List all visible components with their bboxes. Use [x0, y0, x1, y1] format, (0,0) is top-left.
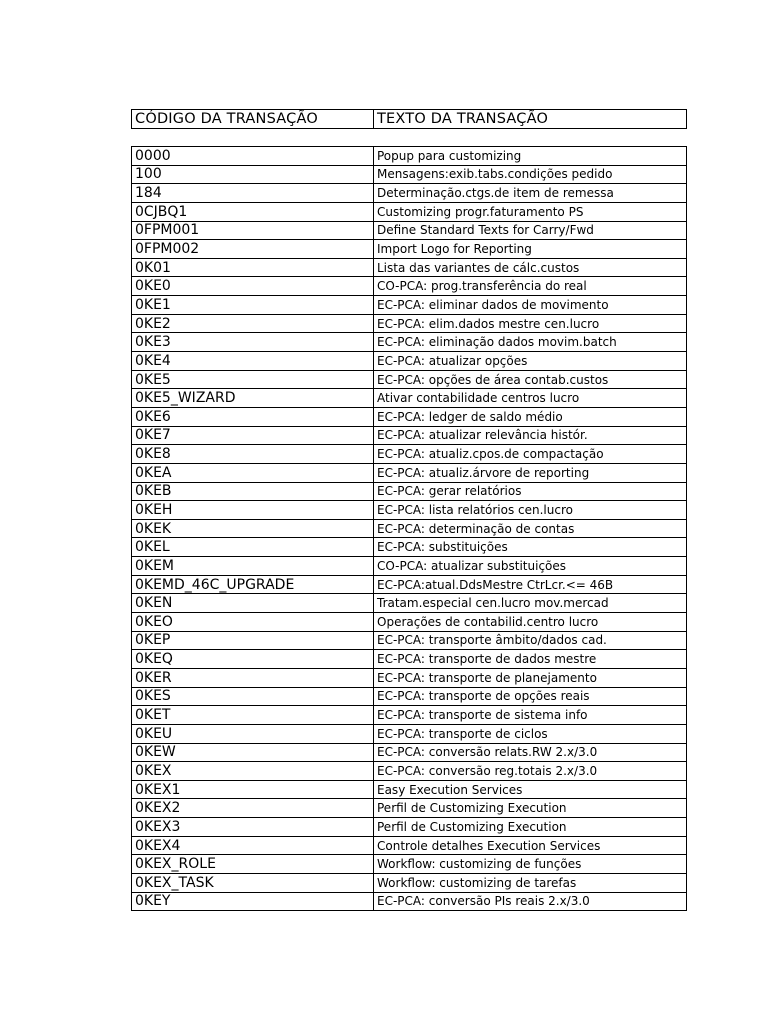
table-row	[132, 501, 687, 520]
header-table	[131, 109, 687, 129]
transaction-code: 0KE2	[132, 314, 374, 333]
transaction-code: 0KEO	[132, 613, 374, 632]
table-row	[132, 333, 687, 352]
transaction-code: 0KE8	[132, 445, 374, 464]
transaction-code: 0KEX1	[132, 780, 374, 799]
transaction-text: EC-PCA: eliminação dados movim.batch	[374, 333, 687, 352]
transaction-text: Determinação.ctgs.de item de remessa	[374, 184, 687, 203]
table-row	[132, 202, 687, 221]
transaction-text: Workflow: customizing de funções	[374, 855, 687, 874]
transaction-code: 0KEP	[132, 631, 374, 650]
table-row	[132, 873, 687, 892]
table-row	[132, 482, 687, 501]
transaction-code: 0KEX3	[132, 818, 374, 837]
table-row	[132, 818, 687, 837]
transaction-text: EC-PCA: transporte de dados mestre	[374, 650, 687, 669]
table-row	[132, 724, 687, 743]
transaction-code: 0KE3	[132, 333, 374, 352]
transaction-text: CO-PCA: atualizar substituições	[374, 557, 687, 576]
transaction-text: Perfil de Customizing Execution	[374, 818, 687, 837]
transaction-code: 0KEQ	[132, 650, 374, 669]
table-row	[132, 426, 687, 445]
transaction-text: EC-PCA: gerar relatórios	[374, 482, 687, 501]
table-row	[132, 277, 687, 296]
transaction-text: EC-PCA: elim.dados mestre cen.lucro	[374, 314, 687, 333]
table-row	[132, 352, 687, 371]
transaction-code: 0KEK	[132, 519, 374, 538]
table-row	[132, 799, 687, 818]
table-row	[132, 240, 687, 259]
transaction-code: 0KE7	[132, 426, 374, 445]
transaction-text: Popup para customizing	[374, 147, 687, 166]
transaction-text: EC-PCA: opções de área contab.custos	[374, 370, 687, 389]
transaction-text: Define Standard Texts for Carry/Fwd	[374, 221, 687, 240]
table-row	[132, 892, 687, 911]
transaction-code: 0KE4	[132, 352, 374, 371]
transaction-text: CO-PCA: prog.transferência do real	[374, 277, 687, 296]
transaction-text: EC-PCA: transporte de opções reais	[374, 687, 687, 706]
transaction-code: 0KES	[132, 687, 374, 706]
transaction-code: 184	[132, 184, 374, 203]
transaction-text: EC-PCA: atualizar opções	[374, 352, 687, 371]
transaction-text: Ativar contabilidade centros lucro	[374, 389, 687, 408]
transaction-text: Perfil de Customizing Execution	[374, 799, 687, 818]
transaction-code: 0KE1	[132, 296, 374, 315]
transaction-code: 0KE5_WIZARD	[132, 389, 374, 408]
transaction-code: 0KEW	[132, 743, 374, 762]
transaction-text: Lista das variantes de cálc.custos	[374, 258, 687, 277]
transaction-text: Workflow: customizing de tarefas	[374, 873, 687, 892]
transaction-code: 0K01	[132, 258, 374, 277]
table-row	[132, 594, 687, 613]
transaction-code: 0KEH	[132, 501, 374, 520]
table-row	[132, 706, 687, 725]
transaction-table-body	[132, 147, 687, 911]
transaction-code: 0KEM	[132, 557, 374, 576]
transaction-text: EC-PCA: conversão relats.RW 2.x/3.0	[374, 743, 687, 762]
table-row	[132, 762, 687, 781]
transaction-text: EC-PCA: lista relatórios cen.lucro	[374, 501, 687, 520]
transaction-code: 0KEN	[132, 594, 374, 613]
table-row	[132, 780, 687, 799]
table-row	[132, 389, 687, 408]
header-code-label: CÓDIGO DA TRANSAÇÃO	[132, 110, 374, 129]
transaction-code: 0KEX	[132, 762, 374, 781]
transaction-text: EC-PCA: atualizar relevância histór.	[374, 426, 687, 445]
transaction-text: EC-PCA: transporte de planejamento	[374, 668, 687, 687]
transaction-code: 0KEL	[132, 538, 374, 557]
table-row	[132, 538, 687, 557]
transaction-text: EC-PCA: conversão PIs reais 2.x/3.0	[374, 892, 687, 911]
transaction-text: Controle detalhes Execution Services	[374, 836, 687, 855]
table-row	[132, 221, 687, 240]
header-row	[132, 110, 687, 129]
table-row	[132, 613, 687, 632]
transaction-code: 0KEMD_46C_UPGRADE	[132, 575, 374, 594]
transaction-code: 0KEX_ROLE	[132, 855, 374, 874]
transaction-text: EC-PCA: conversão reg.totais 2.x/3.0	[374, 762, 687, 781]
transaction-text: EC-PCA: transporte âmbito/dados cad.	[374, 631, 687, 650]
table-row	[132, 184, 687, 203]
table-row	[132, 855, 687, 874]
transaction-text: EC-PCA: eliminar dados de movimento	[374, 296, 687, 315]
transaction-code: 0KEB	[132, 482, 374, 501]
transaction-code: 0KEX4	[132, 836, 374, 855]
transaction-text: Tratam.especial cen.lucro mov.mercad	[374, 594, 687, 613]
transaction-code: 0CJBQ1	[132, 202, 374, 221]
transaction-text: Easy Execution Services	[374, 780, 687, 799]
table-row	[132, 147, 687, 166]
table-row	[132, 631, 687, 650]
table-row	[132, 519, 687, 538]
transaction-code: 0FPM002	[132, 240, 374, 259]
table-row	[132, 314, 687, 333]
transaction-code: 0KEY	[132, 892, 374, 911]
table-row	[132, 687, 687, 706]
transaction-text: EC-PCA: ledger de saldo médio	[374, 407, 687, 426]
transaction-code: 0KE0	[132, 277, 374, 296]
transaction-text: EC-PCA: atualiz.árvore de reporting	[374, 463, 687, 482]
table-row	[132, 463, 687, 482]
table-row	[132, 557, 687, 576]
transaction-code: 0KE6	[132, 407, 374, 426]
header-text-label: TEXTO DA TRANSAÇÃO	[374, 110, 687, 129]
transaction-code: 0FPM001	[132, 221, 374, 240]
transaction-code: 0KE5	[132, 370, 374, 389]
table-row	[132, 650, 687, 669]
table-row	[132, 836, 687, 855]
transaction-code: 0KEA	[132, 463, 374, 482]
transaction-code: 100	[132, 165, 374, 184]
transaction-text: EC-PCA:atual.DdsMestre CtrLcr.<= 46B	[374, 575, 687, 594]
transaction-text: Customizing progr.faturamento PS	[374, 202, 687, 221]
table-row	[132, 370, 687, 389]
transaction-text: EC-PCA: substituições	[374, 538, 687, 557]
transaction-text: EC-PCA: transporte de sistema info	[374, 706, 687, 725]
table-row	[132, 258, 687, 277]
transaction-text: Operações de contabilid.centro lucro	[374, 613, 687, 632]
table-row	[132, 575, 687, 594]
transaction-code: 0KET	[132, 706, 374, 725]
transaction-table	[131, 146, 687, 911]
table-row	[132, 743, 687, 762]
transaction-code: 0KEX_TASK	[132, 873, 374, 892]
table-row	[132, 296, 687, 315]
transaction-text: Import Logo for Reporting	[374, 240, 687, 259]
table-row	[132, 165, 687, 184]
transaction-text: EC-PCA: determinação de contas	[374, 519, 687, 538]
table-row	[132, 445, 687, 464]
table-row	[132, 668, 687, 687]
transaction-code: 0KER	[132, 668, 374, 687]
transaction-code: 0KEU	[132, 724, 374, 743]
transaction-code: 0000	[132, 147, 374, 166]
transaction-text: EC-PCA: transporte de ciclos	[374, 724, 687, 743]
transaction-code: 0KEX2	[132, 799, 374, 818]
transaction-text: EC-PCA: atualiz.cpos.de compactação	[374, 445, 687, 464]
table-row	[132, 407, 687, 426]
transaction-text: Mensagens:exib.tabs.condições pedido	[374, 165, 687, 184]
